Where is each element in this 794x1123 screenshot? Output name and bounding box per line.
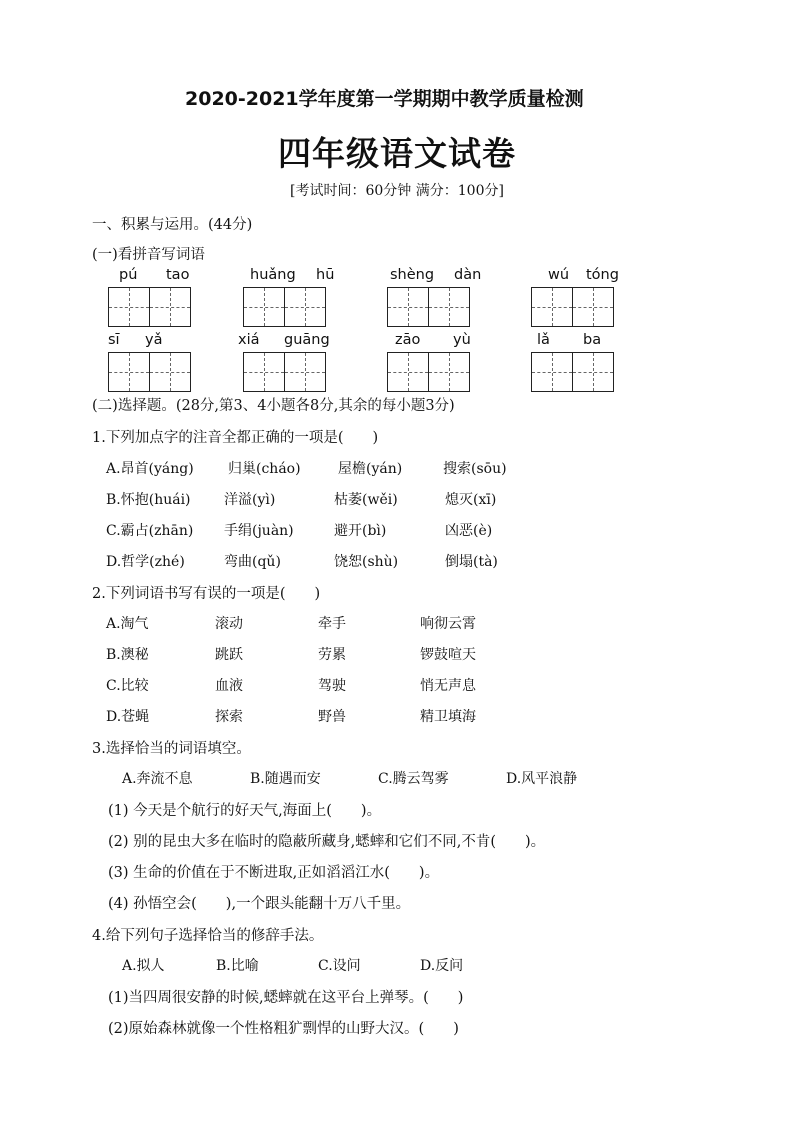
- q3-item: (1) 今天是个航行的好天气,海面上( )。: [108, 803, 382, 819]
- q1-option: 枯萎(wěi): [334, 492, 398, 508]
- q2-option: C.比较: [106, 678, 149, 694]
- writing-grid[interactable]: [108, 287, 191, 327]
- pinyin: shèng: [390, 267, 435, 283]
- q1-option: 凶恶(è): [445, 523, 493, 539]
- q3-option: C.腾云驾雾: [378, 771, 449, 787]
- writing-grid[interactable]: [387, 287, 470, 327]
- q1-option: D.哲学(zhé): [106, 554, 185, 570]
- pinyin: yù: [453, 332, 471, 348]
- pinyin: pú: [119, 267, 138, 283]
- q1-option: 归巢(cháo): [228, 461, 301, 477]
- q3-option: A.奔流不息: [122, 771, 193, 787]
- q2-option: 响彻云霄: [420, 616, 476, 632]
- q1-option: 屋檐(yán): [338, 461, 403, 477]
- q1-option: 饶恕(shù): [334, 554, 399, 570]
- q1-option: C.霸占(zhān): [106, 523, 194, 539]
- writing-grid[interactable]: [243, 352, 326, 392]
- q2-option: D.苍蝇: [106, 709, 150, 725]
- pinyin: dàn: [454, 267, 482, 283]
- pinyin: zāo: [395, 332, 421, 348]
- part-1-heading: (一)看拼音写词语: [92, 247, 205, 263]
- q2-option: 野兽: [318, 709, 346, 725]
- pinyin: hū: [316, 267, 335, 283]
- exam-info: [考试时间：60分钟 满分：100分]: [290, 183, 504, 199]
- q1-option: 手绢(juàn): [224, 523, 294, 539]
- q3-item: (4) 孙悟空会( ),一个跟头能翻十万八千里。: [108, 896, 411, 912]
- q2-option: 悄无声息: [420, 678, 476, 694]
- pinyin: wú: [548, 267, 570, 283]
- question-1-stem: 1.下列加点字的注音全都正确的一项是( ): [92, 430, 379, 446]
- q1-option: 弯曲(qǔ): [224, 554, 281, 570]
- q1-option: 倒塌(tà): [445, 554, 498, 570]
- section-1-heading: 一、积累与运用。(44分): [92, 217, 253, 233]
- question-3-stem: 3.选择恰当的词语填空。: [92, 741, 251, 757]
- q2-option: 锣鼓喧天: [420, 647, 476, 663]
- q2-option: 劳累: [318, 647, 346, 663]
- q4-option: C.设问: [318, 958, 361, 974]
- writing-grid[interactable]: [531, 287, 614, 327]
- q2-option: 驾驶: [318, 678, 346, 694]
- q1-option: 避开(bì): [334, 523, 387, 539]
- writing-grid[interactable]: [531, 352, 614, 392]
- q4-option: D.反问: [420, 958, 464, 974]
- q2-option: 探索: [215, 709, 243, 725]
- q4-item: (1)当四周很安静的时候,蟋蟀就在这平台上弹琴。( ): [108, 990, 464, 1006]
- q1-option: A.昂首(yáng): [106, 461, 194, 477]
- pinyin: xiá: [238, 332, 260, 348]
- q2-option: 滚动: [215, 616, 243, 632]
- q1-option: 熄灭(xī): [445, 492, 497, 508]
- writing-grid[interactable]: [387, 352, 470, 392]
- q4-item: (2)原始森林就像一个性格粗犷剽悍的山野大汉。( ): [108, 1021, 459, 1037]
- q1-option: 洋溢(yì): [224, 492, 276, 508]
- q3-option: B.随遇而安: [250, 771, 321, 787]
- q2-option: 精卫填海: [420, 709, 476, 725]
- q1-option: B.怀抱(huái): [106, 492, 191, 508]
- pinyin: ba: [583, 332, 602, 348]
- q2-option: 牵手: [318, 616, 346, 632]
- pinyin: sī: [108, 332, 120, 348]
- pinyin: yǎ: [145, 332, 163, 348]
- q1-option: 搜索(sōu): [443, 461, 507, 477]
- q4-option: B.比喻: [216, 958, 259, 974]
- part-2-heading: (二)选择题。(28分,第3、4小题各8分,其余的每小题3分): [92, 398, 455, 414]
- q3-option: D.风平浪静: [506, 771, 578, 787]
- exam-header: 2020-2021学年度第一学期期中教学质量检测: [185, 88, 584, 110]
- q3-item: (3) 生命的价值在于不断进取,正如滔滔江水( )。: [108, 865, 440, 881]
- pinyin: lǎ: [537, 332, 550, 348]
- paper-title: 四年级语文试卷: [278, 134, 516, 173]
- q3-item: (2) 别的昆虫大多在临时的隐蔽所藏身,蟋蟀和它们不同,不肯( )。: [108, 834, 546, 850]
- q2-option: A.淘气: [106, 616, 149, 632]
- q4-option: A.拟人: [122, 958, 165, 974]
- pinyin: guāng: [284, 332, 330, 348]
- pinyin: tóng: [586, 267, 619, 283]
- question-2-stem: 2.下列词语书写有误的一项是( ): [92, 586, 321, 602]
- q2-option: 跳跃: [215, 647, 243, 663]
- pinyin: tao: [166, 267, 190, 283]
- question-4-stem: 4.给下列句子选择恰当的修辞手法。: [92, 928, 324, 944]
- q2-option: B.澳秘: [106, 647, 149, 663]
- writing-grid[interactable]: [243, 287, 326, 327]
- q2-option: 血液: [215, 678, 243, 694]
- writing-grid[interactable]: [108, 352, 191, 392]
- pinyin: huǎng: [250, 267, 296, 283]
